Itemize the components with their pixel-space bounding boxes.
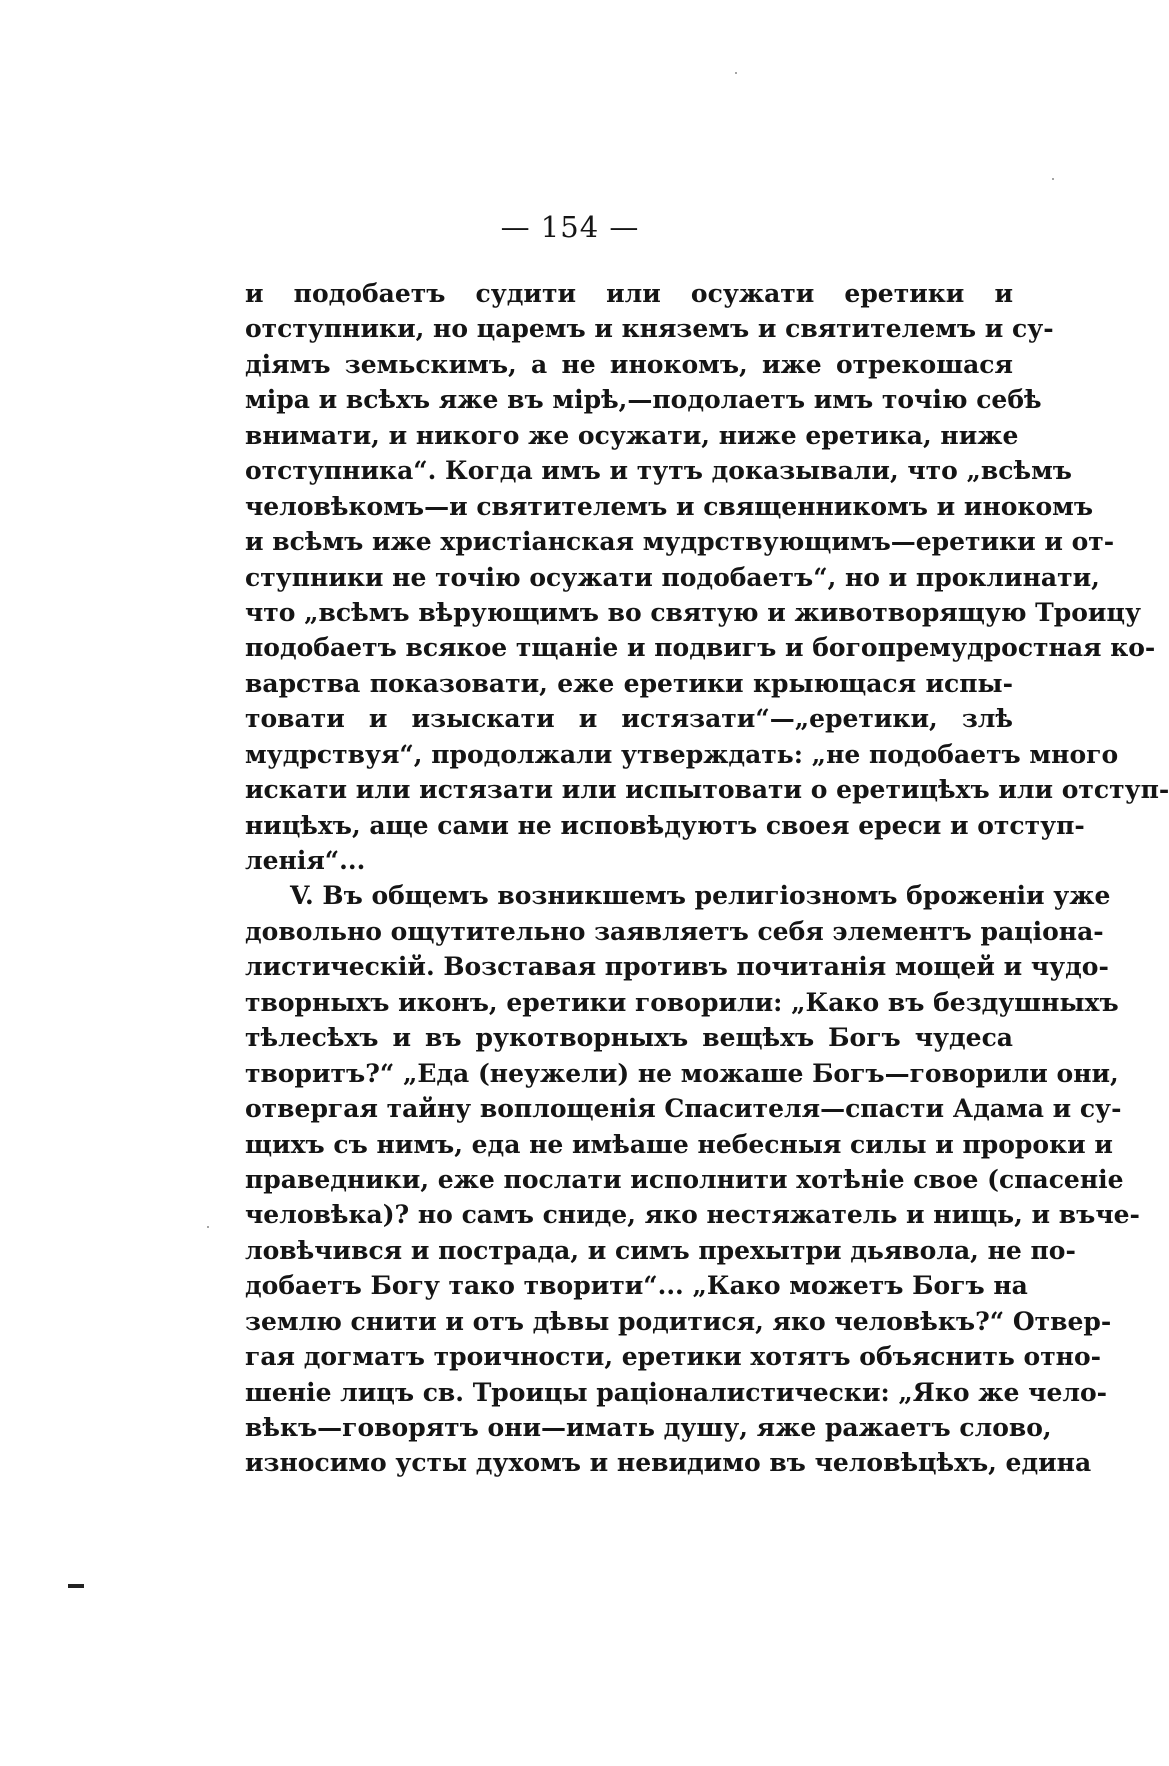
text-line: шеніе лицъ св. Троицы раціоналистически: „Яко же чело- — [245, 1377, 1108, 1407]
text-line: и подобаетъ судити или осужати еретики и — [245, 279, 1013, 308]
text-line: человѣка)? но самъ сниде, яко нестяжатель и нищь, и въче- — [245, 1200, 1140, 1230]
text-line: подобаетъ всякое тщаніе и подвигъ и богопремудростная ко- — [245, 633, 1156, 663]
page-number: — 154 — — [500, 210, 640, 244]
paper-speck — [207, 1226, 209, 1228]
paper-speck — [735, 72, 737, 74]
text-line: человѣкомъ—и святителемъ и священникомъ и инокомъ — [245, 491, 1094, 521]
text-line: ловѣчився и пострада, и симъ прехытри дьявола, не по- — [245, 1235, 1076, 1265]
text-line: отвергая тайну воплощенія Спасителя—спасти Адама и су- — [245, 1094, 1122, 1124]
text-line: добаетъ Богу тако творити“... „Како можетъ Богъ на — [245, 1271, 1028, 1301]
text-line: землю снити и отъ дѣвы родитися, яко человѣкъ?“ Отвер- — [245, 1306, 1112, 1336]
text-line: искати или истязати или испытовати о еретицѣхъ или отступ- — [245, 775, 1169, 805]
text-line: тѣлесѣхъ и въ рукотворныхъ вещѣхъ Богъ чудеса — [245, 1023, 1013, 1053]
text-line: внимати, и никого же осужати, ниже еретика, ниже — [245, 420, 1019, 450]
text-line: гая догматъ троичности, еретики хотятъ объяснить отно- — [245, 1342, 1102, 1372]
text-line: износимо усты духомъ и невидимо въ человѣцѣхъ, едина — [245, 1448, 1092, 1478]
margin-mark — [68, 1584, 84, 1588]
text-line: творитъ?“ „Еда (неужели) не можаше Богъ—говорили они, — [245, 1058, 1119, 1088]
text-line: отступники, но царемъ и княземъ и святителемъ и су- — [245, 314, 1054, 344]
text-line: ницѣхъ, аще сами не исповѣдуютъ своея ереси и отступ- — [245, 810, 1085, 840]
text-line: діямъ земьскимъ, а не инокомъ, иже отрекошася — [245, 349, 1013, 379]
text-line: мудрствуя“, продолжали утверждать: „не подобаетъ много — [245, 739, 1119, 769]
text-line: и всѣмъ иже христіанская мудрствующимъ—еретики и от- — [245, 527, 1115, 557]
text-line: листическій. Возставая противъ почитанія мощей и чудо- — [245, 952, 1109, 982]
text-line: щихъ съ нимъ, еда не имѣаше небесныя силы и пророки и — [245, 1129, 1113, 1159]
text-line: ступники не точію осужати подобаетъ“, но и проклинати, — [245, 562, 1100, 592]
paper-speck — [1052, 178, 1054, 180]
text-line: варства показовати, еже еретики крыющася испы- — [245, 668, 1013, 698]
text-line: отступника“. Когда имъ и тутъ доказывали, что „всѣмъ — [245, 456, 1072, 486]
text-line: міра и всѣхъ яже въ мірѣ,—подолаетъ имъ точію себѣ — [245, 385, 1042, 415]
text-line: ленія“... — [245, 846, 366, 875]
paragraph-start-line: V. Въ общемъ возникшемъ религіозномъ броженіи уже — [290, 881, 1111, 911]
text-line: праведники, еже послати исполнити хотѣніе свое (спасеніе — [245, 1164, 1124, 1194]
text-line: вѣкъ—говорятъ они—имать душу, яже ражаетъ слово, — [245, 1413, 1052, 1442]
text-line: довольно ощутительно заявляетъ себя элементъ раціона- — [245, 916, 1104, 946]
text-line: творныхъ иконъ, еретики говорили: „Како въ бездушныхъ — [245, 987, 1119, 1017]
text-line: товати и изыскати и истязати“—„еретики, злѣ — [245, 704, 1013, 734]
text-line: что „всѣмъ вѣрующимъ во святую и животворящую Троицу — [245, 597, 1141, 627]
body-text — [245, 276, 1169, 1481]
